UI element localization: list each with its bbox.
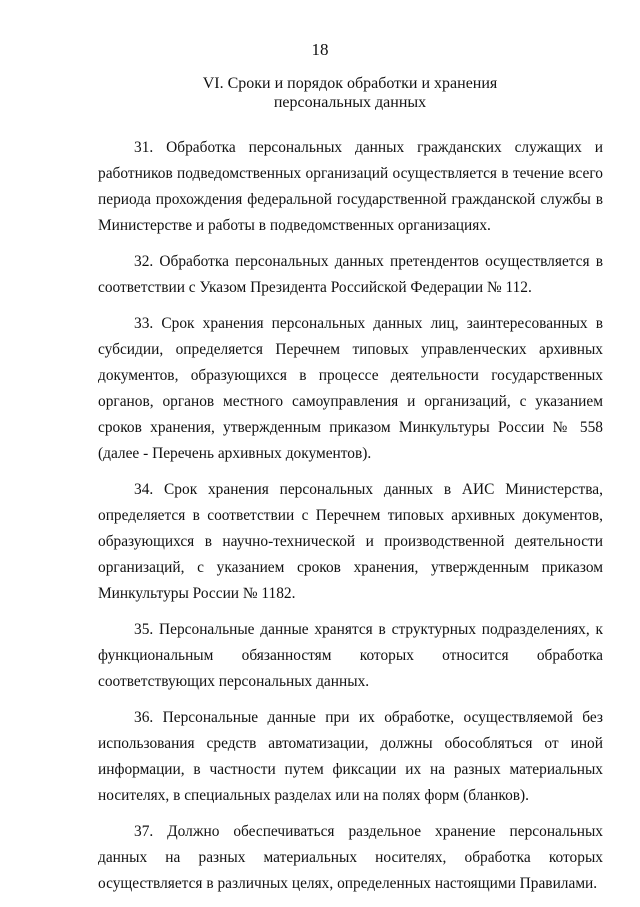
paragraph-34: 34. Срок хранения персональных данных в АИС Министерства, определяется в соответствии с Перечнем типовых архивных документов, образующихся в научно-технической и производственной деятельности организаций, с указанием сроков хранения, утвержденным приказом Минкультуры России № 1182. [98,481,603,602]
paragraph-35: 35. Персональные данные хранятся в структурных подразделениях, к функциональным обязанностям которых относится обработка соответствующих персональных данных. [98,621,603,690]
page-number: 18 [311,40,329,59]
paragraph-33: 33. Срок хранения персональных данных лиц, заинтересованных в субсидии, определяется Перечнем типовых управленческих архивных документов, образующихся в процессе деятельности государственных органов, органов местного самоуправления и организаций, с указанием сроков хранения, утвержденным приказом Минкультуры России № 558 (далее - Перечень архивных документов). [98,315,603,462]
paragraph-37: 37. Должно обеспечиваться раздельное хранение персональных данных на разных материальных носителях, обработка которых осуществляется в различных целях, определенных настоящими Правилами. [98,823,603,892]
section-title-line-1: VI. Сроки и порядок обработки и хранения [202,75,498,92]
paragraph-36: 36. Персональные данные при их обработке, осуществляемой без использования средств автоматизации, должны обособляться от иной информации, в частности путем фиксации их на разных материальных носителях, в специальных разделах или на полях форм (бланков). [98,709,603,804]
document-body [98,135,603,907]
paragraph-31: 31. Обработка персональных данных гражданских служащих и работников подведомственных организаций осуществляется в течение всего периода прохождения федеральной государственной гражданской службы в Министерстве и работы в подведомственных организациях. [98,139,603,234]
section-heading [100,74,600,112]
paragraph-32: 32. Обработка персональных данных претендентов осуществляется в соответствии с Указом Президента Российской Федерации № 112. [98,253,603,296]
section-title-line-2: персональных данных [273,94,427,111]
